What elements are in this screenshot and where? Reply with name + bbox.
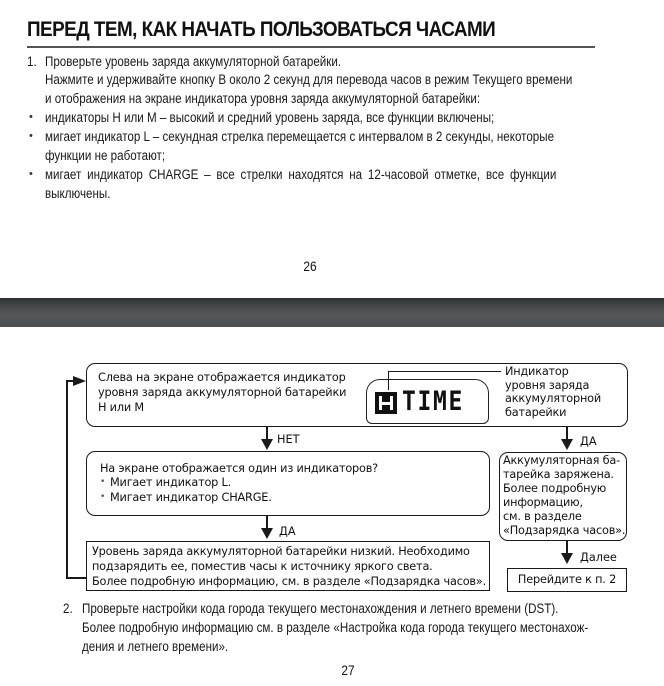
- label-yes-down: ДА: [279, 525, 296, 538]
- label-next: Далее: [580, 551, 617, 564]
- bullet-item-charge-cont: выключены.: [45, 186, 111, 201]
- box-text: информацию,: [503, 496, 583, 509]
- bullet-item-l-cont: функции не работают;: [45, 148, 166, 163]
- box-low-battery: [86, 541, 490, 591]
- box-text: Уровень заряда аккумуляторной батарейки низкий. Необходимо: [92, 545, 470, 558]
- page-number: 27: [341, 662, 355, 678]
- bullet-item-l: мигает индикатор L – секундная стрелка перемещается с интервалом в 2 секунды, некоторые: [45, 129, 555, 144]
- step-2-line: Проверьте настройки кода города текущего местонахождения и летнего времени (DST).: [82, 601, 559, 616]
- label-yes-right: ДА: [580, 435, 597, 448]
- step-1-heading: Проверьте уровень заряда аккумуляторной батарейки.: [45, 54, 342, 69]
- box-text: Перейдите к п. 2: [517, 573, 617, 586]
- box-goto-step-2: [507, 568, 627, 592]
- box-item: Мигает индикатор L.: [110, 476, 232, 489]
- box-question: На экране отображается один из индикаторов?: [100, 462, 378, 475]
- lcd-time-text: TIME: [402, 386, 465, 417]
- box-text: см. в разделе: [503, 510, 582, 523]
- box-item: Мигает индикатор CHARGE.: [110, 491, 272, 504]
- bullet-icon: •: [29, 111, 33, 123]
- step-1-line: Нажмите и удерживайте кнопку B около 2 секунд для перевода часов в режим Текущего времени: [45, 72, 573, 87]
- bullet-icon: •: [29, 130, 33, 142]
- bullet-icon: •: [100, 477, 106, 487]
- step-1-line: и отображения на экране индикатора уровня заряда аккумуляторной батарейки:: [45, 91, 481, 106]
- lcd-display: [366, 379, 489, 424]
- page-title: ПЕРЕД ТЕМ, КАК НАЧАТЬ ПОЛЬЗОВАТЬСЯ ЧАСАМИ: [27, 18, 496, 41]
- box-text: подзарядить ее, поместив часы к источнику яркого света.: [92, 560, 433, 573]
- h-indicator-icon: [375, 392, 397, 414]
- box-text: Более подробную: [503, 482, 607, 495]
- box-check-lc: [86, 451, 490, 516]
- callout-line: уровня заряда: [505, 379, 590, 392]
- callout-line: Индикатор: [505, 365, 569, 378]
- step-2-line: дения и летнего времени».: [82, 639, 229, 654]
- loop-line-vertical: [66, 380, 68, 578]
- box-text: «Подзарядка часов».: [503, 524, 626, 537]
- box-text: тарейка заряжена.: [503, 468, 614, 481]
- box-text: Более подробную информацию, см. в разделе «Подзарядка часов».: [92, 575, 486, 588]
- bullet-icon: •: [100, 492, 106, 502]
- arrow-down-icon: [261, 528, 273, 539]
- bullet-icon: •: [29, 168, 33, 180]
- arrow-down-icon: [561, 553, 573, 564]
- bullet-item-hm: индикаторы H или M – высокий и средний уровень заряда, все функции включены;: [45, 110, 495, 125]
- box-text: Аккумуляторная ба-: [503, 454, 621, 467]
- box-text: H или M: [98, 401, 144, 414]
- step-2-line: Более подробную информацию см. в разделе «Настройка кода города текущего местонахож-: [82, 620, 589, 635]
- step-2-number: 2.: [63, 601, 73, 616]
- title-underline: [27, 46, 595, 48]
- callout-leader-vertical: [388, 371, 389, 390]
- callout-line: батарейки: [505, 406, 567, 419]
- loop-line-bottom: [66, 577, 87, 579]
- arrow-down-icon: [561, 439, 573, 450]
- box-charged: [499, 452, 627, 541]
- h-glyph-icon: [375, 392, 397, 414]
- page-separator-band: [0, 298, 664, 327]
- arrow-down-icon: [261, 439, 273, 450]
- callout-line: аккумуляторной: [505, 392, 601, 405]
- bullet-item-charge: мигает индикатор CHARGE – все стрелки находятся на 12-часовой отметке, все функции: [45, 167, 557, 182]
- page-number: 26: [303, 258, 317, 274]
- box-text: уровня заряда аккумуляторной батарейки: [98, 386, 347, 399]
- box-text: Слева на экране отображается индикатор: [98, 371, 346, 384]
- label-no: НЕТ: [277, 433, 300, 446]
- step-1-number: 1.: [27, 54, 37, 69]
- arrow-right-icon: [73, 376, 86, 386]
- callout-leader-horizontal: [388, 371, 501, 372]
